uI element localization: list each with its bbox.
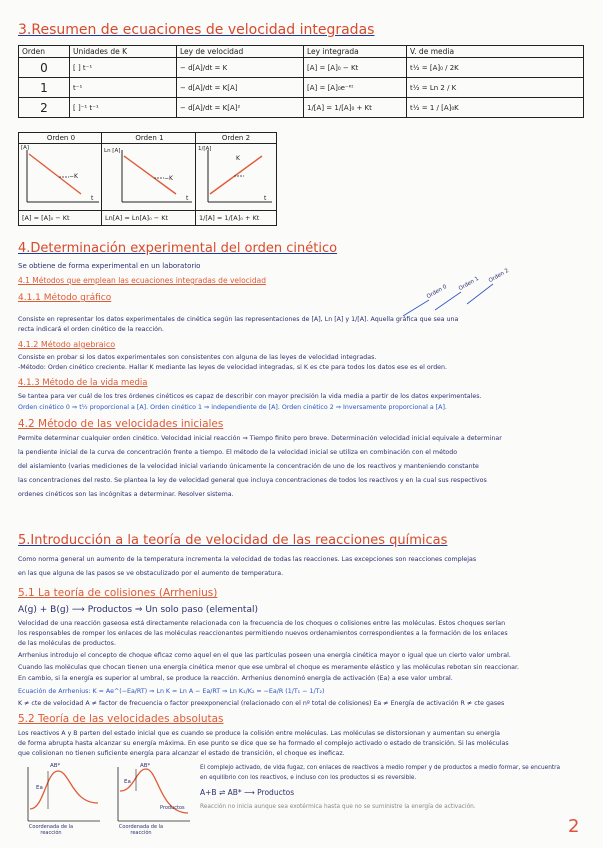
header-integrada: Ley integrada (304, 46, 407, 58)
reaction-equation: A(g) + B(g) ⟶ Productos ⇒ Un solo paso (elemental) (18, 605, 258, 615)
section-4-1-1-title: 4.1.1 Método gráfico (18, 293, 112, 303)
cell-orden: 0 (19, 58, 70, 78)
p51-line6: En cambio, si la energía es superior al umbral, se produce la reacción. Arrhenius denominó energía de activación (Ea) a ese valor umbral. (18, 675, 453, 682)
graph-title: Orden 2 (196, 133, 276, 144)
note-activation: Reacción no inicia aunque sea exotérmica hasta que no se suministre la energía de activación. (200, 804, 476, 810)
p412-line1: Consiste en probar si los datos experimentales son consistentes con alguna de las leyes de velocidad integradas. (18, 354, 377, 361)
cell-vida: t½ = [A]₀ / 2K (407, 58, 584, 78)
section-5-title: 5.Introducción a la teoría de velocidad de las reacciones químicas (18, 533, 448, 548)
graph-xlabel: t (264, 195, 267, 202)
section-4-1-2-title: 4.1.2 Método algebraico (18, 340, 116, 349)
table-row (19, 78, 584, 98)
p52-line3: que colisionan no tienen suficiente energía para alcanzar el estado de transición, el choque es ineficaz. (18, 750, 345, 757)
energy-diagrams (18, 763, 198, 833)
p42-line4: las concentraciones del resto. Se plantea la ley de velocidad general que incluya concentraciones de todos los reactivos y en la cual sus respectivos (18, 477, 487, 484)
section-4-2-title: 4.2 Método de las velocidades iniciales (18, 418, 224, 430)
graph-title: Orden 0 (19, 133, 103, 144)
cell-integrada: [A] = [A]₀ − Kt (304, 58, 407, 78)
p412-line2: -Método: Orden cinético creciente. Hallar K mediante las leyes de velocidad integradas, si K es cte para todos los datos ese es el orden. (18, 364, 448, 371)
cell-ley: − d[A]/dt = K (177, 58, 304, 78)
graph-xlabel: t (91, 195, 94, 202)
p51-line5: Cuando las moléculas que chocan tienen una energía cinética menor que ese umbral el choque es meramente elástico y las moléculas rebotan sin reaccionar. (18, 664, 520, 671)
section-4-1-title: 4.1 Métodos que emplean las ecuaciones integradas de velocidad (18, 276, 266, 285)
p42-line1: Permite determinar cualquier orden cinético. Velocidad inicial reacción ⇒ Tiempo finito pero breve. Determinación velocidad inicial equivale a determinar (18, 435, 502, 442)
arrow-label-orden-0: Orden 0 (425, 283, 449, 301)
p42-line2: la pendiente inicial de la curva de concentración frente a tiempo. El método de la velocidad inicial se utiliza en combinación con el método (18, 449, 458, 456)
graph-slope: −K (69, 173, 78, 180)
p42-line5: ordenes cinéticos son las incógnitas a determinar. Resolver sistema. (18, 491, 234, 498)
p52-line2: de forma abrupta hasta alcanzar su energía máxima. En ese punto se dice que se ha formado el complejo activado o estado de transición. Si las moléculas (18, 740, 509, 747)
arrow-label-orden-1: Orden 1 (457, 275, 481, 293)
arrhenius-equation: Ecuación de Arrhenius: K = Ae^(−Ea/RT) ⇒ Ln K = Ln A − Ea/RT ⇒ Ln K₁/K₂ = −Ea/R (1/T₁ − 1/T₂) (18, 688, 325, 695)
diagram1-ea: Ea (36, 785, 43, 791)
graph-xlabel: t (186, 195, 189, 202)
header-vida-media: V. de media (407, 46, 584, 58)
cell-ley: − d[A]/dt = K[A]² (177, 98, 304, 118)
p51-line2: los responsables de romper los enlaces de las moléculas reaccionantes permitiendo nuevos ordenamientos correspondientes a la formación de los enlaces (18, 630, 508, 637)
p52-line1: Los reactivos A y B parten del estado inicial que es cuando se produce la colisión entre moléculas. Las moléculas se distorsionan y aumentan su energía (18, 730, 500, 737)
diagram2-xlabel: Coordenada de la reacción (118, 824, 164, 836)
p413-line1: Se tantea para ver cuál de los tres órdenes cinéticos es capaz de describir con mayor precisión la vida media a partir de los datos experimentales. (18, 393, 482, 400)
section-5-2-title: 5.2 Teoría de las velocidades absolutas (18, 713, 224, 725)
p51-line3: de las moléculas de productos. (18, 640, 116, 647)
arrhenius-legend: K ≠ cte de velocidad A ≠ factor de frecuencia o factor preexponencial (relacionado con el nº total de colisiones) Ea ≠ Energía de activación R ≠ cte gases (18, 700, 505, 707)
diagram2-ea: Ea (124, 779, 131, 785)
diagram2-peak: AB* (140, 763, 151, 769)
cell-unidades: [ ]⁻¹ t⁻¹ (70, 98, 177, 118)
diagram2-products: Productos (160, 805, 185, 811)
p42-line3: del aislamiento (varias mediciones de la velocidad inicial variando únicamente la concentración de uno de los reactivos y manteniendo constante (18, 463, 479, 470)
cell-ley: − d[A]/dt = K[A] (177, 78, 304, 98)
graph-orden-1 (101, 132, 198, 226)
p411-line1: Consiste en representar los datos experimentales de cinética según las representaciones de [A], Ln [A] y 1/[A]. Aquella gráfica que sea una (18, 316, 459, 323)
cell-unidades: t⁻¹ (70, 78, 177, 98)
arrow-label-orden-2: Orden 2 (487, 267, 511, 285)
cell-orden: 2 (19, 98, 70, 118)
graph-equation: [A] = [A]₀ − Kt (19, 210, 103, 225)
cell-vida: t½ = Ln 2 / K (407, 78, 584, 98)
header-unidades: Unidades de K (70, 46, 177, 58)
graph-ylabel: [A] (21, 145, 30, 151)
section-3-title: 3.Resumen de ecuaciones de velocidad integradas (18, 22, 375, 38)
cell-integrada: 1/[A] = 1/[A]₀ + Kt (304, 98, 407, 118)
graph-ylabel: Ln [A] (104, 148, 121, 154)
p51-line1: Velocidad de una reacción gaseosa está directamente relacionada con la frecuencia de los choques o colisiones entre las moléculas. Estos choques serían (18, 620, 506, 627)
p52b-line1: El complejo activado, de vida fugaz, con enlaces de reactivos a medio romper y de productos a medio formar, se encuentra (200, 765, 561, 771)
section-4-title: 4.Determinación experimental del orden cinético (18, 241, 338, 256)
p51-line4: Arrhenius introdujo el concepto de choque eficaz como aquel en el que las partículas poseen una energía cinética mayor o igual que un cierto valor umbral. (18, 652, 511, 659)
cell-integrada: [A] = [A]₀e⁻ᴷᵗ (304, 78, 407, 98)
graph-title: Orden 1 (102, 133, 197, 144)
graph-slope: K (236, 155, 240, 162)
p52b-line2: en equilibrio con los reactivos, e incluso con los productos si es reversible. (200, 775, 417, 781)
graph-equation: 1/[A] = 1/[A]₀ + Kt (196, 210, 276, 225)
header-ley: Ley de velocidad (177, 46, 304, 58)
cell-unidades: [ ] t⁻¹ (70, 58, 177, 78)
transition-equation: A+B ⇌ AB* ⟶ Productos (200, 788, 295, 797)
sec4-intro: Se obtiene de forma experimental en un laboratorio (18, 262, 201, 270)
graph-slope: −K (164, 175, 173, 182)
cell-orden: 1 (19, 78, 70, 98)
sec5-intro-line2: en las que alguna de las pasos se ve obstaculizado por el aumento de temperatura. (18, 570, 284, 577)
page-number: 2 (568, 816, 580, 837)
table-row (19, 98, 584, 118)
section-5-1-title: 5.1 La teoría de colisiones (Arrhenius) (18, 587, 218, 599)
diagram1-peak: AB* (50, 763, 61, 769)
p413-line2: Orden cinético 0 ⇒ t½ proporcional a [A]. Orden cinético 1 ⇒ independiente de [A]. Orden cinético 2 ⇒ Inversamente proporcional a [A]. (18, 404, 447, 411)
table-header-row (19, 46, 584, 58)
sec5-intro-line1: Como norma general un aumento de la temperatura incrementa la velocidad de todas las reacciones. Las excepciones son reacciones complejas (18, 556, 477, 563)
equations-table (18, 45, 584, 118)
graph-orden-0 (18, 132, 104, 226)
cell-vida: t½ = 1 / [A]₀K (407, 98, 584, 118)
table-row (19, 58, 584, 78)
header-orden: Orden (19, 46, 70, 58)
section-4-1-3-title: 4.1.3 Método de la vida media (18, 378, 148, 388)
graph-orden-2 (195, 132, 277, 226)
diagram1-xlabel: Coordenada de la reacción (28, 824, 74, 836)
graph-equation: Ln[A] = Ln[A]₀ − Kt (102, 210, 197, 225)
p411-line2: recta indicará el orden cinético de la reacción. (18, 326, 164, 333)
graph-ylabel: 1/[A] (198, 146, 212, 152)
